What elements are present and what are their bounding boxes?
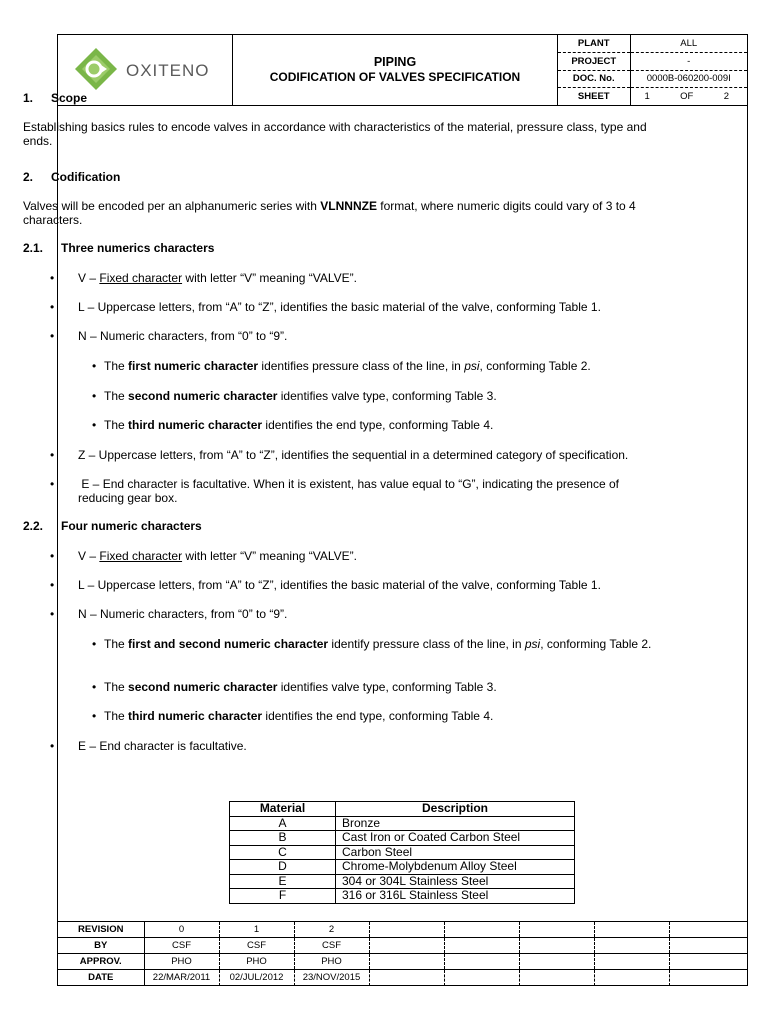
- list-item-z: • Z – Uppercase letters, from “A” to “Z”, identifies the sequential in a determined category of specification.: [78, 448, 698, 462]
- text-span: The: [104, 637, 129, 651]
- text-span: The: [104, 709, 129, 723]
- revision-cell-empty: [594, 922, 669, 938]
- by-cell-empty: [444, 938, 519, 954]
- approv-cell-empty: [369, 954, 444, 970]
- oxiteno-logo-icon: [74, 47, 118, 91]
- document-frame: [23, 34, 748, 986]
- info-value: ALL: [630, 35, 747, 53]
- code-format: VLNNNZE: [320, 199, 377, 213]
- section-title: Three numerics characters: [61, 241, 215, 255]
- document-info-table: [558, 35, 747, 105]
- text-span: identifies pressure class of the line, in: [258, 359, 465, 373]
- info-label: DOC. No.: [558, 70, 630, 88]
- document-header: [58, 35, 747, 106]
- document-title: PIPING: [373, 55, 417, 69]
- revision-cell-empty: [444, 922, 519, 938]
- date-label: DATE: [58, 970, 144, 986]
- revision-cell-empty: [369, 922, 444, 938]
- sub-item-n2: [104, 389, 684, 403]
- section-number: 2.1.: [23, 241, 44, 255]
- approv-cell: PHO: [219, 954, 294, 970]
- sheet-current: 1: [644, 91, 650, 102]
- revision-table: [58, 921, 747, 986]
- list-item-n: • N – Numeric characters, from “0” to “9”.: [78, 329, 678, 343]
- sub-item-n3: [104, 418, 684, 432]
- info-value: -: [630, 53, 747, 71]
- material-description: Carbon Steel: [336, 845, 575, 860]
- bold-span: first and second numeric character: [128, 637, 329, 651]
- info-label: PROJECT: [558, 53, 630, 71]
- revision-label: REVISION: [58, 922, 144, 938]
- text-span: The: [104, 359, 129, 373]
- sheet-value: [630, 88, 747, 106]
- sub-item-n1: [104, 359, 684, 373]
- date-row: [58, 970, 747, 986]
- list-item-v: [78, 271, 678, 285]
- by-cell: CSF: [144, 938, 219, 954]
- date-cell: 22/MAR/2011: [144, 970, 219, 986]
- section-heading-codification: [23, 170, 120, 184]
- section-number: 2.2.: [23, 519, 44, 533]
- revision-cell: 1: [219, 922, 294, 938]
- italic-span: psi: [464, 359, 480, 373]
- material-description: 304 or 304L Stainless Steel: [336, 874, 575, 889]
- list-item-e: [78, 477, 668, 505]
- info-value: 0000B-060200-009I: [630, 70, 747, 88]
- revision-cell-empty: [519, 922, 594, 938]
- table-row: [230, 889, 575, 904]
- approv-cell-empty: [444, 954, 519, 970]
- revision-cell: 0: [144, 922, 219, 938]
- bold-span: second numeric character: [128, 389, 278, 403]
- by-cell-empty: [594, 938, 669, 954]
- sheet-of: OF: [680, 91, 694, 102]
- table-row: [230, 845, 575, 860]
- revision-cell: 2: [294, 922, 369, 938]
- text-span: E – End character is facultative. When it is existent, has value equal to “G”, indicating the presence of reducing gear box.: [78, 477, 619, 505]
- text-span: identifies valve type, conforming Table 3.: [277, 389, 497, 403]
- by-cell-empty: [669, 938, 747, 954]
- text-span: The: [104, 418, 129, 432]
- date-cell-empty: [369, 970, 444, 986]
- text-span: format, where numeric digits could vary of 3 to 4 characters.: [23, 199, 636, 227]
- scope-paragraph: Establishing basics rules to encode valves in accordance with characteristics of the material, pressure class, type and ends.: [23, 120, 647, 148]
- text-span: with letter “V” meaning “VALVE”.: [182, 271, 358, 285]
- text-span: , conforming Table 2.: [540, 637, 652, 651]
- sub-item-n2: [104, 680, 684, 694]
- title-cell: [233, 35, 558, 105]
- section-title: Four numeric characters: [61, 519, 202, 533]
- material-code: B: [230, 831, 336, 846]
- by-label: BY: [58, 938, 144, 954]
- approv-row: [58, 954, 747, 970]
- text-span: with letter “V” meaning “VALVE”.: [182, 549, 358, 563]
- text-span: The: [104, 680, 129, 694]
- material-code: D: [230, 860, 336, 875]
- text-span: V –: [78, 549, 100, 563]
- info-row-plant: [558, 35, 747, 53]
- table-row: [230, 874, 575, 889]
- material-table: [229, 801, 575, 904]
- approv-cell-empty: [594, 954, 669, 970]
- by-cell: CSF: [294, 938, 369, 954]
- by-cell: CSF: [219, 938, 294, 954]
- material-description: Cast Iron or Coated Carbon Steel: [336, 831, 575, 846]
- text-span: V –: [78, 271, 100, 285]
- info-row-doc-no: [558, 70, 747, 88]
- text-span: identify pressure class of the line, in: [328, 637, 525, 651]
- text-span: Valves will be encoded per an alphanumeric series with: [23, 199, 321, 213]
- table-header-row: [230, 802, 575, 817]
- info-row-sheet: [558, 88, 747, 106]
- section-title: Scope: [51, 91, 88, 105]
- date-cell-empty: [669, 970, 747, 986]
- material-code: F: [230, 889, 336, 904]
- sub-item-n1: [104, 637, 684, 651]
- text-span: identifies the end type, conforming Table 4.: [262, 418, 494, 432]
- list-item-l: • L – Uppercase letters, from “A” to “Z”, identifies the basic material of the valve, conforming Table 1.: [78, 578, 678, 592]
- list-item-l: • L – Uppercase letters, from “A” to “Z”, identifies the basic material of the valve, conforming Table 1.: [78, 300, 678, 314]
- list-item-n: • N – Numeric characters, from “0” to “9”.: [78, 607, 678, 621]
- section-heading-scope: [23, 91, 87, 105]
- document-subtitle: CODIFICATION OF VALVES SPECIFICATION: [269, 70, 521, 84]
- bold-span: second numeric character: [128, 680, 278, 694]
- bold-span: third numeric character: [128, 418, 263, 432]
- text-span: identifies valve type, conforming Table 3.: [277, 680, 497, 694]
- section-number: 1.: [23, 91, 34, 105]
- by-cell-empty: [369, 938, 444, 954]
- logo-wordmark: OXITENO: [126, 61, 210, 80]
- date-cell: 02/JUL/2012: [219, 970, 294, 986]
- text-span: The: [104, 389, 129, 403]
- section-number: 2.: [23, 170, 34, 184]
- material-description: Chrome-Molybdenum Alloy Steel: [336, 860, 575, 875]
- section-title: Codification: [51, 170, 121, 184]
- text-span: identifies the end type, conforming Table 4.: [262, 709, 494, 723]
- approv-label: APPROV.: [58, 954, 144, 970]
- italic-span: psi: [524, 637, 541, 651]
- material-description: Bronze: [336, 816, 575, 831]
- material-code: A: [230, 816, 336, 831]
- by-cell-empty: [519, 938, 594, 954]
- list-item-v: [78, 549, 678, 563]
- material-description: 316 or 316L Stainless Steel: [336, 889, 575, 904]
- date-cell-empty: [444, 970, 519, 986]
- codification-paragraph: [23, 199, 673, 227]
- approv-cell: PHO: [294, 954, 369, 970]
- approv-cell-empty: [669, 954, 747, 970]
- material-code: E: [230, 874, 336, 889]
- column-header-material: Material: [230, 802, 336, 817]
- revision-row: [58, 922, 747, 938]
- approv-cell-empty: [519, 954, 594, 970]
- revision-cell-empty: [669, 922, 747, 938]
- by-row: [58, 938, 747, 954]
- date-cell-empty: [594, 970, 669, 986]
- info-row-project: [558, 53, 747, 71]
- subsection-heading-four: [23, 519, 202, 533]
- bold-span: first numeric character: [128, 359, 259, 373]
- material-code: C: [230, 845, 336, 860]
- table-row: [230, 831, 575, 846]
- date-cell: 23/NOV/2015: [294, 970, 369, 986]
- sheet-total: 2: [723, 91, 729, 102]
- table-row: [230, 860, 575, 875]
- date-cell-empty: [519, 970, 594, 986]
- subsection-heading-three: [23, 241, 214, 255]
- fixed-character-link: Fixed character: [99, 549, 183, 563]
- fixed-character-link: Fixed character: [99, 271, 183, 285]
- info-label: PLANT: [558, 35, 630, 53]
- sub-item-n3: [104, 709, 684, 723]
- approv-cell: PHO: [144, 954, 219, 970]
- bold-span: third numeric character: [128, 709, 263, 723]
- column-header-description: Description: [336, 802, 575, 817]
- info-label: SHEET: [558, 88, 630, 106]
- table-row: [230, 816, 575, 831]
- text-span: , conforming Table 2.: [479, 359, 591, 373]
- list-item-e: • E – End character is facultative.: [78, 739, 678, 753]
